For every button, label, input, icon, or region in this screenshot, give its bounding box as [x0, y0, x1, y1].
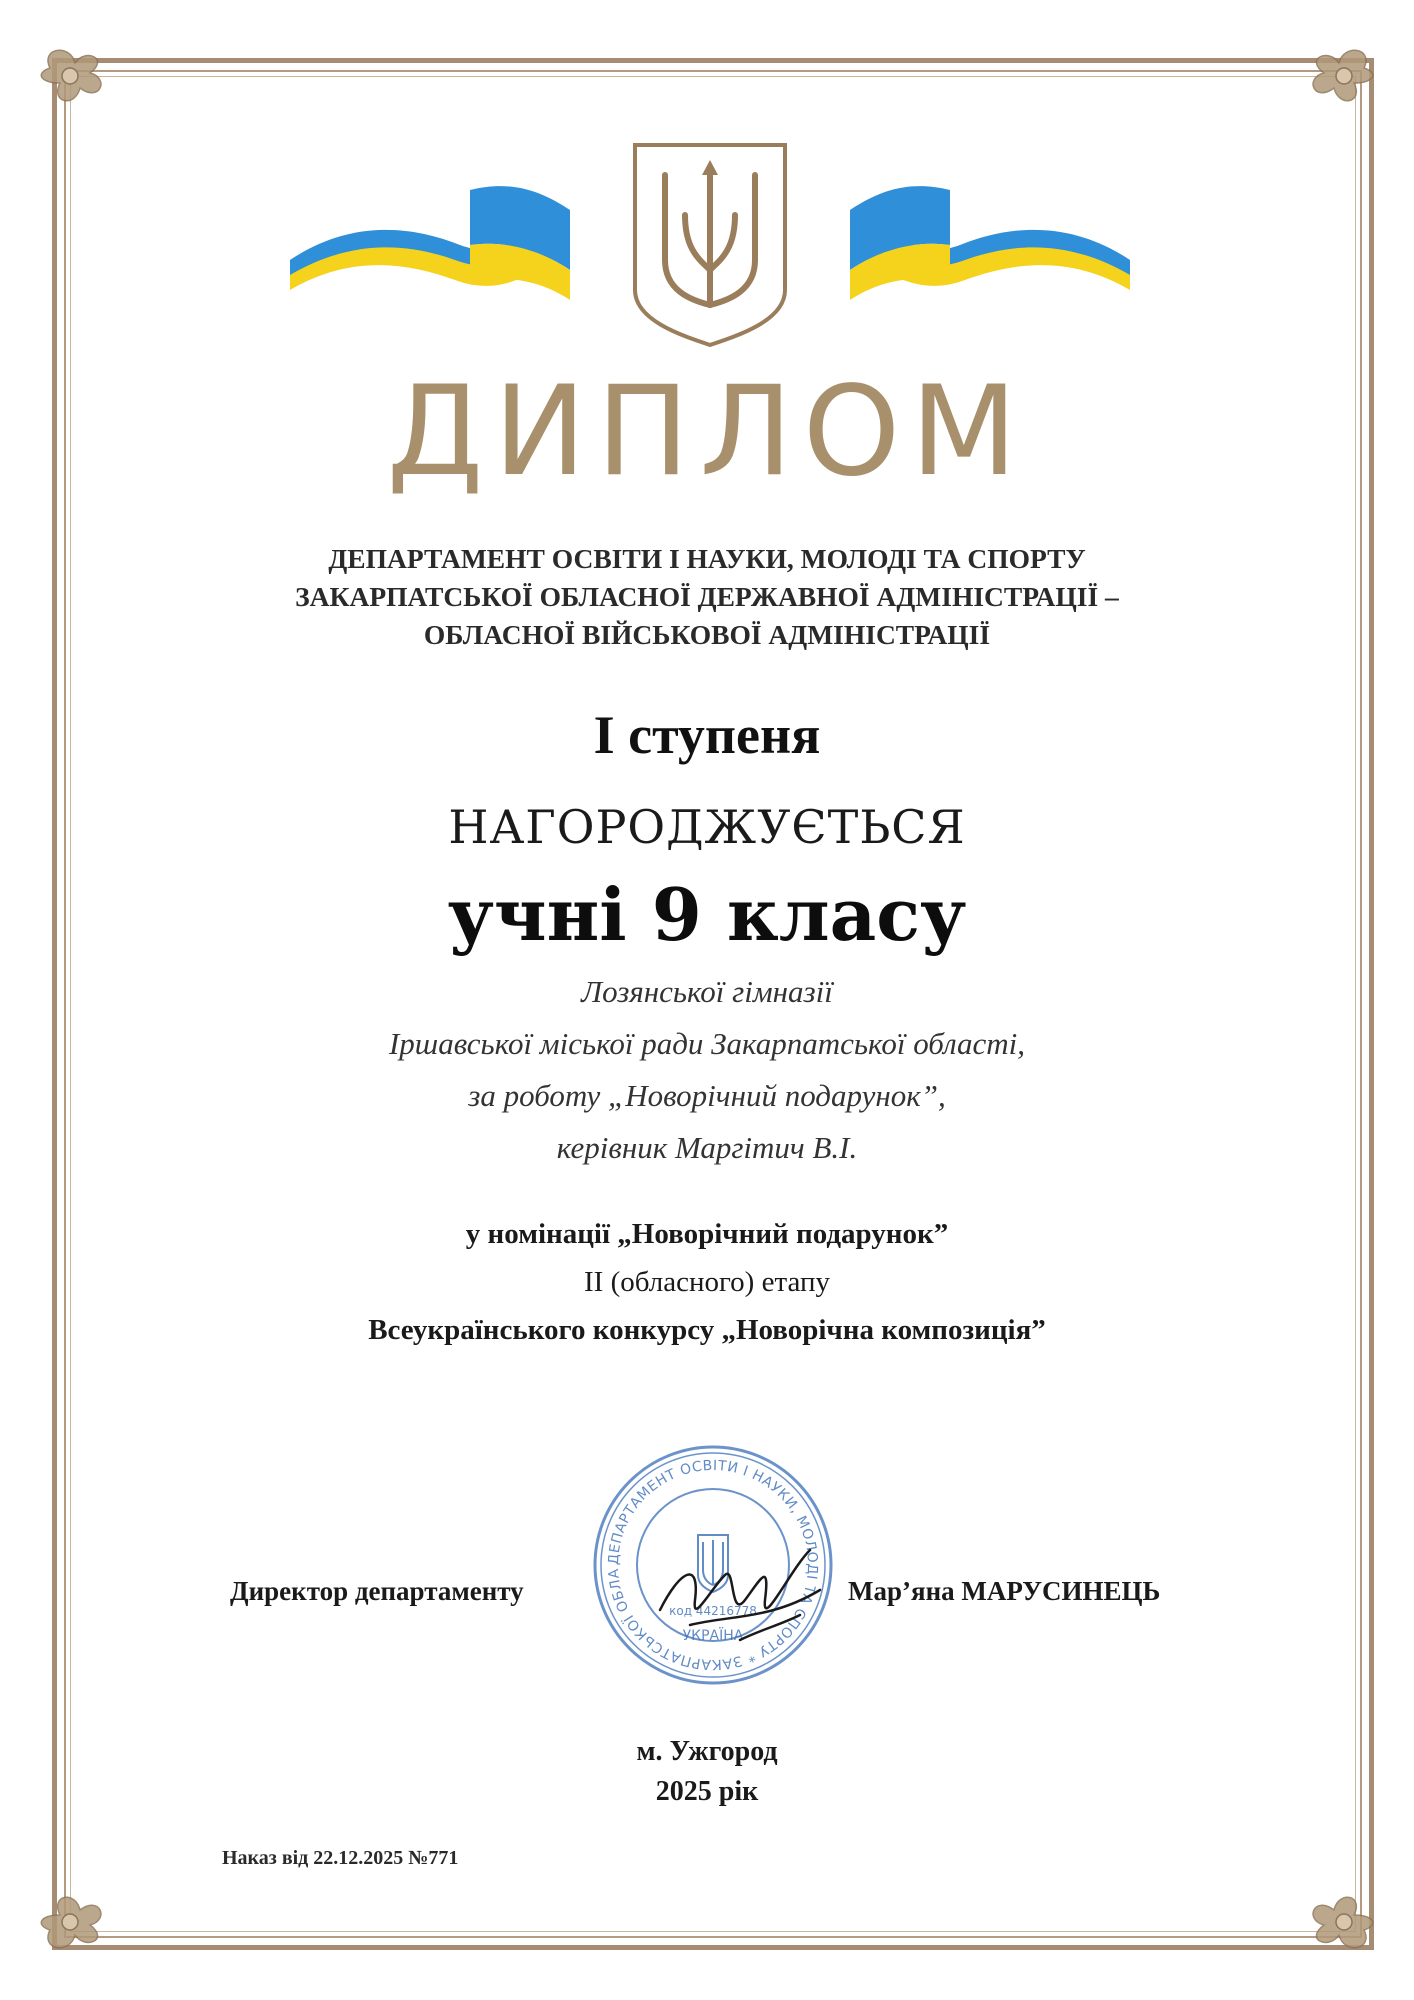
place-and-year: [0, 1732, 1414, 1812]
coat-of-arms-ribbon-icon: [290, 130, 1130, 350]
corner-ornament-icon: [1284, 1860, 1384, 1960]
department-line: ЗАКАРПАТСЬКОЇ ОБЛАСНОЇ ДЕРЖАВНОЇ АДМІНІСТРАЦІЇ –: [295, 581, 1119, 612]
diploma-degree: І ступеня: [593, 705, 821, 765]
signatory-position: Директор департаменту: [230, 1576, 524, 1606]
handwritten-signature-icon: [650, 1530, 830, 1660]
details-line: Іршавської міської ради Закарпатської області,: [388, 1026, 1026, 1061]
department-line: ОБЛАСНОЇ ВІЙСЬКОВОЇ АДМІНІСТРАЦІЇ: [423, 619, 991, 650]
stamp-code: код 44216778: [669, 1604, 757, 1618]
stamp-ring-text: ДЕПАРТАМЕНТ ОСВІТИ І НАУКИ, МОЛОДІ ТА СПОРТУ * ЗАКАРПАТСЬКОЇ ОБЛА: [605, 1457, 821, 1673]
stamp-country: УКРАЇНА: [682, 1628, 744, 1644]
order-reference: Наказ від 22.12.2025 №771: [222, 1847, 459, 1869]
details-line: керівник Маргітич В.І.: [556, 1130, 858, 1165]
awarded-heading: НАГОРОДЖУЄТЬСЯ: [448, 800, 966, 854]
nomination-line: у номінації „Новорічний подарунок”: [465, 1218, 949, 1250]
department-name: [180, 540, 1234, 654]
corner-ornament-icon: [30, 1860, 130, 1960]
city: м. Ужгород: [636, 1736, 778, 1767]
stage-line: ІІ (обласного) етапу: [584, 1266, 830, 1298]
corner-ornament-icon: [1284, 38, 1384, 138]
details-line: Лозянської гімназії: [581, 974, 833, 1009]
signatory-name: Мар’яна МАРУСИНЕЦЬ: [848, 1576, 1161, 1606]
nomination-block: [0, 1210, 1414, 1354]
recipient-details: [0, 966, 1414, 1174]
department-line: ДЕПАРТАМЕНТ ОСВІТИ І НАУКИ, МОЛОДІ ТА СПОРТУ: [328, 543, 1086, 574]
details-line: за роботу „Новорічний подарунок”,: [468, 1078, 946, 1113]
corner-ornament-icon: [30, 38, 130, 138]
contest-line: Всеукраїнського конкурсу „Новорічна композиція”: [368, 1314, 1046, 1346]
diploma-title: ДИПЛОМ: [386, 360, 1028, 504]
recipient-name: учні 9 класу: [447, 872, 967, 957]
year: 2025 рік: [655, 1776, 759, 1807]
